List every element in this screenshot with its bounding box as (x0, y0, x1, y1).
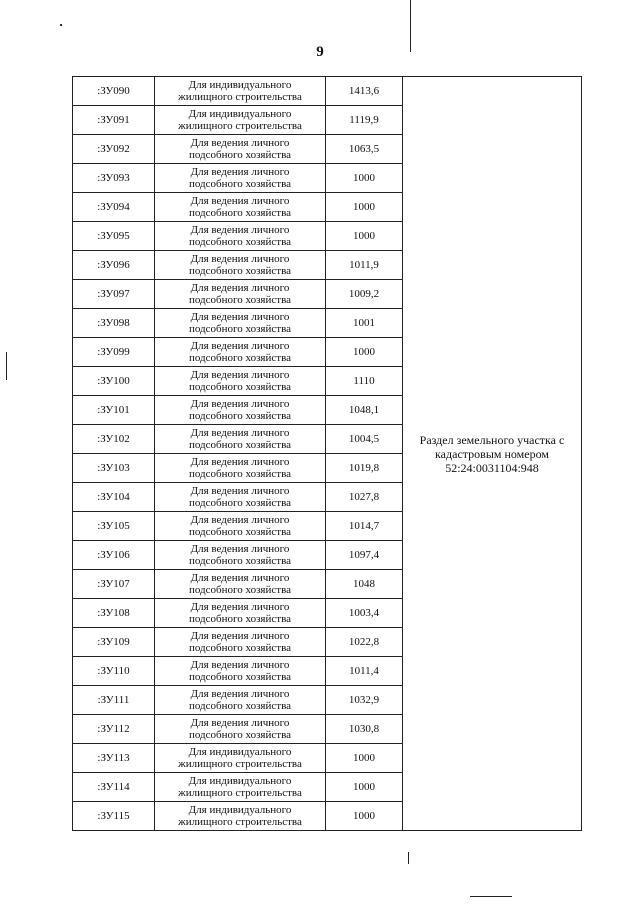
permitted-use-line: Для ведения личного (190, 514, 290, 526)
area-cell: 1011,4 (326, 657, 403, 686)
plot-id-cell: :ЗУ092 (73, 135, 155, 164)
plot-id-cell: :ЗУ112 (73, 715, 155, 744)
plot-id-cell: :ЗУ106 (73, 541, 155, 570)
area-cell: 1097,4 (326, 541, 403, 570)
permitted-use-line: жилищного строительства (178, 816, 302, 828)
permitted-use-cell (155, 251, 326, 280)
land-plots-table-body (73, 77, 582, 831)
permitted-use-cell (155, 628, 326, 657)
permitted-use-line: Для ведения личного (190, 195, 290, 207)
permitted-use-cell (155, 77, 326, 106)
permitted-use-line: Для ведения личного (190, 369, 290, 381)
plot-id-cell: :ЗУ105 (73, 512, 155, 541)
permitted-use-line: подсобного хозяйства (188, 381, 291, 393)
area-cell: 1000 (326, 744, 403, 773)
permitted-use-cell (155, 425, 326, 454)
permitted-use-cell (155, 570, 326, 599)
permitted-use-line: подсобного хозяйства (188, 294, 291, 306)
area-cell: 1019,8 (326, 454, 403, 483)
permitted-use-line: подсобного хозяйства (188, 439, 291, 451)
permitted-use-line: Для ведения личного (190, 398, 290, 410)
permitted-use-line: жилищного строительства (178, 91, 302, 103)
formation-method-cell (403, 77, 582, 831)
area-cell: 1110 (326, 367, 403, 396)
permitted-use-cell (155, 686, 326, 715)
permitted-use-cell (155, 744, 326, 773)
permitted-use-line: Для ведения личного (190, 137, 290, 149)
permitted-use-cell (155, 280, 326, 309)
plot-id-cell: :ЗУ108 (73, 599, 155, 628)
permitted-use-line: подсобного хозяйства (188, 642, 291, 654)
permitted-use-cell (155, 802, 326, 831)
scan-line-footer (470, 896, 512, 897)
plot-id-cell: :ЗУ104 (73, 483, 155, 512)
permitted-use-line: Для ведения личного (190, 166, 290, 178)
permitted-use-cell (155, 512, 326, 541)
permitted-use-line: подсобного хозяйства (188, 236, 291, 248)
plot-id-cell: :ЗУ094 (73, 193, 155, 222)
permitted-use-line: подсобного хозяйства (188, 178, 291, 190)
plot-id-cell: :ЗУ103 (73, 454, 155, 483)
permitted-use-line: Для ведения личного (190, 224, 290, 236)
land-plots-table (72, 76, 582, 831)
plot-id-cell: :ЗУ091 (73, 106, 155, 135)
permitted-use-cell (155, 454, 326, 483)
permitted-use-line: Для ведения личного (190, 630, 290, 642)
plot-id-cell: :ЗУ100 (73, 367, 155, 396)
permitted-use-line: Для ведения личного (190, 543, 290, 555)
scan-line-top-right (410, 0, 411, 52)
permitted-use-line: Для индивидуального (188, 108, 292, 120)
area-cell: 1003,4 (326, 599, 403, 628)
plot-id-cell: :ЗУ110 (73, 657, 155, 686)
permitted-use-cell (155, 367, 326, 396)
permitted-use-line: Для ведения личного (190, 485, 290, 497)
area-cell: 1014,7 (326, 512, 403, 541)
permitted-use-line: жилищного строительства (178, 787, 302, 799)
plot-id-cell: :ЗУ114 (73, 773, 155, 802)
plot-id-cell: :ЗУ101 (73, 396, 155, 425)
plot-id-cell: :ЗУ096 (73, 251, 155, 280)
permitted-use-cell (155, 193, 326, 222)
permitted-use-cell (155, 715, 326, 744)
permitted-use-line: Для ведения личного (190, 253, 290, 265)
area-cell: 1048 (326, 570, 403, 599)
area-cell: 1000 (326, 193, 403, 222)
scan-speck-top-left (60, 24, 62, 26)
permitted-use-line: подсобного хозяйства (188, 613, 291, 625)
formation-method-line: кадастровым номером (435, 446, 549, 461)
permitted-use-line: подсобного хозяйства (188, 584, 291, 596)
permitted-use-line: Для ведения личного (190, 340, 290, 352)
permitted-use-line: Для ведения личного (190, 659, 290, 671)
permitted-use-cell (155, 483, 326, 512)
permitted-use-line: Для ведения личного (190, 427, 290, 439)
area-cell: 1413,6 (326, 77, 403, 106)
page-number: 9 (316, 44, 324, 60)
permitted-use-line: подсобного хозяйства (188, 497, 291, 509)
permitted-use-line: Для ведения личного (190, 456, 290, 468)
permitted-use-cell (155, 338, 326, 367)
permitted-use-cell (155, 657, 326, 686)
permitted-use-cell (155, 396, 326, 425)
permitted-use-line: Для индивидуального (188, 804, 292, 816)
permitted-use-line: подсобного хозяйства (188, 729, 291, 741)
permitted-use-line: подсобного хозяйства (188, 671, 291, 683)
plot-id-cell: :ЗУ097 (73, 280, 155, 309)
area-cell: 1119,9 (326, 106, 403, 135)
permitted-use-line: подсобного хозяйства (188, 700, 291, 712)
area-cell: 1030,8 (326, 715, 403, 744)
area-cell: 1001 (326, 309, 403, 338)
permitted-use-line: жилищного строительства (178, 758, 302, 770)
area-cell: 1027,8 (326, 483, 403, 512)
scan-line-left-margin (6, 352, 7, 380)
area-cell: 1000 (326, 164, 403, 193)
area-cell: 1022,8 (326, 628, 403, 657)
area-cell: 1063,5 (326, 135, 403, 164)
permitted-use-line: подсобного хозяйства (188, 526, 291, 538)
permitted-use-line: подсобного хозяйства (188, 149, 291, 161)
formation-method-line: Раздел земельного участка с (419, 432, 565, 447)
permitted-use-line: подсобного хозяйства (188, 323, 291, 335)
permitted-use-line: подсобного хозяйства (188, 468, 291, 480)
plot-id-cell: :ЗУ115 (73, 802, 155, 831)
permitted-use-cell (155, 164, 326, 193)
area-cell: 1009,2 (326, 280, 403, 309)
permitted-use-line: Для ведения личного (190, 717, 290, 729)
plot-id-cell: :ЗУ099 (73, 338, 155, 367)
permitted-use-line: подсобного хозяйства (188, 555, 291, 567)
permitted-use-line: Для индивидуального (188, 79, 292, 91)
plot-id-cell: :ЗУ093 (73, 164, 155, 193)
permitted-use-cell (155, 599, 326, 628)
area-cell: 1000 (326, 802, 403, 831)
permitted-use-line: подсобного хозяйства (188, 265, 291, 277)
scan-line-bottom (408, 852, 409, 864)
permitted-use-line: Для ведения личного (190, 282, 290, 294)
plot-id-cell: :ЗУ111 (73, 686, 155, 715)
area-cell: 1000 (326, 773, 403, 802)
plot-id-cell: :ЗУ109 (73, 628, 155, 657)
area-cell: 1004,5 (326, 425, 403, 454)
permitted-use-line: Для ведения личного (190, 688, 290, 700)
area-cell: 1000 (326, 338, 403, 367)
area-cell: 1032,9 (326, 686, 403, 715)
permitted-use-line: Для ведения личного (190, 601, 290, 613)
permitted-use-line: Для индивидуального (188, 746, 292, 758)
permitted-use-line: подсобного хозяйства (188, 352, 291, 364)
plot-id-cell: :ЗУ107 (73, 570, 155, 599)
permitted-use-line: подсобного хозяйства (188, 207, 291, 219)
plot-id-cell: :ЗУ095 (73, 222, 155, 251)
permitted-use-cell (155, 541, 326, 570)
permitted-use-cell (155, 135, 326, 164)
permitted-use-line: Для ведения личного (190, 311, 290, 323)
plot-id-cell: :ЗУ090 (73, 77, 155, 106)
permitted-use-cell (155, 309, 326, 338)
area-cell: 1000 (326, 222, 403, 251)
plot-id-cell: :ЗУ098 (73, 309, 155, 338)
permitted-use-cell (155, 773, 326, 802)
plot-id-cell: :ЗУ113 (73, 744, 155, 773)
formation-method-line: 52:24:0031104:948 (445, 460, 539, 475)
permitted-use-line: жилищного строительства (178, 120, 302, 132)
permitted-use-line: Для индивидуального (188, 775, 292, 787)
permitted-use-line: Для ведения личного (190, 572, 290, 584)
table-row (73, 77, 582, 106)
permitted-use-line: подсобного хозяйства (188, 410, 291, 422)
area-cell: 1011,9 (326, 251, 403, 280)
area-cell: 1048,1 (326, 396, 403, 425)
permitted-use-cell (155, 222, 326, 251)
permitted-use-cell (155, 106, 326, 135)
plot-id-cell: :ЗУ102 (73, 425, 155, 454)
